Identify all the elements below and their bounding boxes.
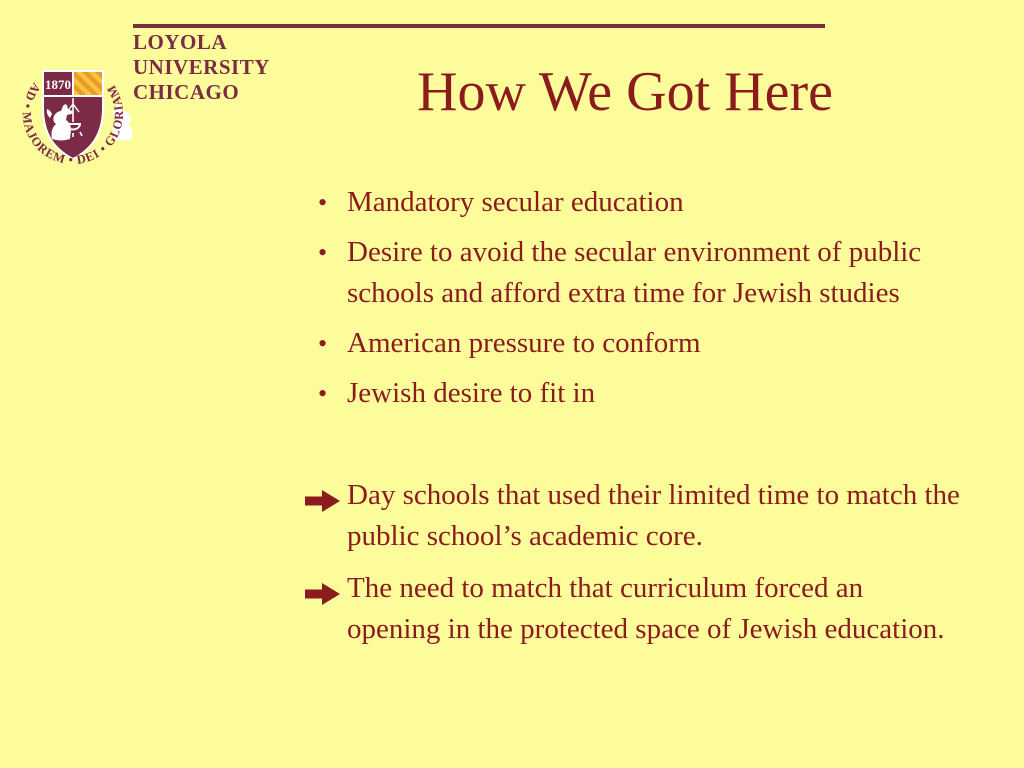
bullet-item <box>303 182 963 223</box>
bullet-item <box>303 373 963 414</box>
bullet-text: Desire to avoid the secular environment of public schools and afford extra time for Jewish studies <box>347 236 922 309</box>
bullet-icon: • <box>318 329 328 358</box>
section-spacer <box>303 423 963 475</box>
arrow-icon <box>303 475 347 525</box>
arrow-text: The need to match that curriculum forced an opening in the protected space of Jewish education. <box>347 572 945 645</box>
university-logo <box>10 28 310 178</box>
university-seal-icon <box>14 42 132 178</box>
wordmark-line-2: UNIVERSITY <box>133 55 270 79</box>
bullet-item <box>303 232 963 314</box>
bullet-icon: • <box>318 188 328 217</box>
seal-year-text: 1870 <box>45 77 71 92</box>
arrow-item <box>303 568 963 650</box>
bullet-text: Jewish desire to fit in <box>347 377 596 409</box>
slide-title: How We Got Here <box>417 61 833 123</box>
arrow-text: Day schools that used their limited time to match the public school’s academic core. <box>347 479 960 552</box>
bullet-icon: • <box>318 379 328 408</box>
bullet-item <box>303 323 963 364</box>
arrow-icon <box>303 568 347 618</box>
bullet-icon: • <box>318 238 328 267</box>
wordmark-line-3: CHICAGO <box>133 80 240 104</box>
wordmark-line-1: LOYOLA <box>133 30 228 54</box>
arrow-item <box>303 475 963 557</box>
seal-motto-text: AD • MAJOREM • DEI • GLORIAM <box>19 80 127 167</box>
bullet-text: Mandatory secular education <box>347 186 684 218</box>
shield-stripes-icon <box>73 72 102 96</box>
slide-body <box>303 182 963 661</box>
bullet-text: American pressure to conform <box>347 327 701 359</box>
university-wordmark <box>133 30 270 105</box>
